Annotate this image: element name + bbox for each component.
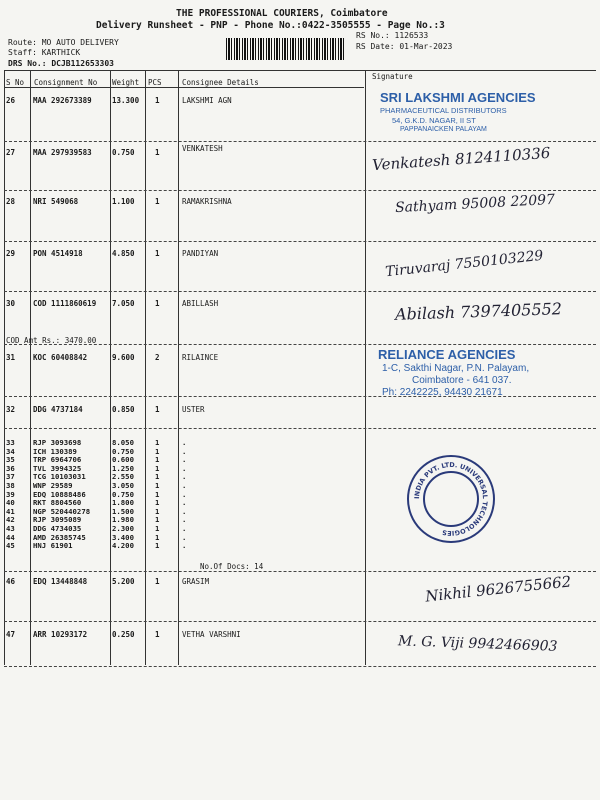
cell-cons: ICH 130389 xyxy=(33,446,77,456)
reliance-stamp-line2: Coimbatore - 641 037. xyxy=(412,375,512,386)
cell-cons: EDQ 10888486 xyxy=(33,489,86,499)
cell-name: . xyxy=(182,481,187,490)
cell-sno: 36 xyxy=(6,463,15,473)
reliance-stamp-name: RELIANCE AGENCIES xyxy=(378,347,516,362)
cell-weight: 2.550 xyxy=(112,472,134,482)
company-seal xyxy=(407,455,495,543)
cell-sno: 35 xyxy=(6,455,15,465)
cell-weight: 2.300 xyxy=(112,524,134,533)
reliance-stamp-line1: 1-C, Sakthi Nagar, P.N. Palayam, xyxy=(382,363,530,374)
cell-sno: 45 xyxy=(6,541,15,551)
col-weight: Weight xyxy=(112,78,140,87)
cell-pcs: 1 xyxy=(155,438,160,447)
signature-47: M. G. Viji 9942466903 xyxy=(397,633,558,655)
runsheet-title: Delivery Runsheet - PNP - Phone No.:0422-3505555 - Page No.:3 xyxy=(96,20,445,31)
cell-cons: TCG 10103031 xyxy=(33,472,86,482)
cell-name: . xyxy=(182,455,187,465)
no-of-docs: No.Of Docs: 14 xyxy=(200,562,264,571)
cell-pcs: 1 xyxy=(155,463,160,473)
cell-weight: 0.750 xyxy=(112,489,134,499)
cell-sno: 34 xyxy=(6,446,15,456)
barcode xyxy=(226,38,346,60)
cell-name: . xyxy=(182,515,187,525)
col-signature: Signature xyxy=(372,72,413,81)
cell-pcs: 1 xyxy=(155,472,160,482)
cell-sno: 42 xyxy=(6,515,15,525)
cell-sno: 39 xyxy=(6,489,15,499)
cell-name: . xyxy=(182,472,187,482)
cell-sno: 38 xyxy=(6,481,15,490)
route-label: Route: MO AUTO DELIVERY xyxy=(8,38,119,47)
header-bottom-rule xyxy=(4,87,364,88)
rs-date: RS Date: 01-Mar-2023 xyxy=(356,42,453,51)
signature-46: Nikhil 9626755662 xyxy=(424,572,573,606)
cell-weight: 0.600 xyxy=(112,455,134,465)
cell-pcs: 1 xyxy=(155,515,160,525)
cell-sno: 37 xyxy=(6,472,15,482)
drs-number: DRS No.: DCJB112653303 xyxy=(8,59,114,68)
signature-30: Abilash 7397405552 xyxy=(394,299,563,324)
col-sno: S No xyxy=(6,78,25,87)
cell-name: . xyxy=(182,463,187,473)
table-top-rule xyxy=(4,70,596,71)
cell-cons: RKT 8804560 xyxy=(33,498,82,508)
cell-cons: WNP 29589 xyxy=(33,481,73,490)
col-pcs: PCS xyxy=(148,78,162,87)
cell-cons: DDG 4734035 xyxy=(33,524,82,533)
cell-weight: 0.750 xyxy=(112,446,134,456)
cell-cons: RJP 3095089 xyxy=(33,515,82,525)
signature-29: Tiruvaraj 7550103229 xyxy=(384,247,545,281)
cell-sno: 41 xyxy=(6,506,15,516)
cell-name: . xyxy=(182,438,187,447)
cell-pcs: 1 xyxy=(155,446,160,456)
cell-pcs: 1 xyxy=(155,481,160,490)
staff-label: Staff: KARTHICK xyxy=(8,48,81,57)
cell-sno: 43 xyxy=(6,524,15,533)
cell-name: . xyxy=(182,541,187,551)
cell-weight: 1.250 xyxy=(112,463,134,473)
cell-name: . xyxy=(182,506,187,516)
lakshmi-stamp-line3: PAPPANAICKEN PALAYAM xyxy=(400,126,487,133)
cell-weight: 3.400 xyxy=(112,532,134,542)
lakshmi-stamp-line1: PHARMACEUTICAL DISTRIBUTORS xyxy=(380,106,507,115)
cell-weight: 3.050 xyxy=(112,481,134,490)
cell-sno: 44 xyxy=(6,532,15,542)
lakshmi-stamp-line2: 54, G.K.D. NAGAR, II ST xyxy=(392,116,476,125)
lakshmi-stamp-name: SRI LAKSHMI AGENCIES xyxy=(380,90,536,105)
reliance-stamp-line3: Ph: 2242225, 94430 21671 xyxy=(382,387,503,398)
col-consignment: Consignment No xyxy=(34,78,98,87)
cell-pcs: 1 xyxy=(155,524,160,533)
signature-28: Sathyam 95008 22097 xyxy=(394,191,556,217)
cell-weight: 8.050 xyxy=(112,438,134,447)
cell-pcs: 1 xyxy=(155,498,160,508)
cell-pcs: 1 xyxy=(155,455,160,465)
cell-pcs: 1 xyxy=(155,506,160,516)
cod-amount: COD Amt Rs.: 3470.00 xyxy=(6,336,97,345)
cell-sno: 33 xyxy=(6,438,15,447)
cell-cons: TRP 6964706 xyxy=(33,455,82,465)
cell-weight: 1.980 xyxy=(112,515,134,525)
cell-weight: 4.200 xyxy=(112,541,134,551)
cell-name: . xyxy=(182,532,187,542)
cell-name: . xyxy=(182,489,187,499)
cell-sno: 40 xyxy=(6,498,15,508)
cell-name: . xyxy=(182,446,187,456)
cell-pcs: 1 xyxy=(155,489,160,499)
cell-cons: HNJ 61901 xyxy=(33,541,73,551)
cell-cons: AMD 26385745 xyxy=(33,532,86,542)
cell-cons: NGP 520440278 xyxy=(33,506,91,516)
rs-number: RS No.: 1126533 xyxy=(356,31,429,40)
cell-name: . xyxy=(182,524,187,533)
cell-cons: RJP 3093698 xyxy=(33,438,82,447)
cell-pcs: 1 xyxy=(155,532,160,542)
cell-name: . xyxy=(182,498,187,508)
cell-pcs: 1 xyxy=(155,541,160,551)
cell-weight: 1.800 xyxy=(112,498,134,508)
signature-27: Venkatesh 8124110336 xyxy=(371,143,551,175)
svg-text:INDIA PVT. LTD. UNIVERSAL TECH: INDIA PVT. LTD. UNIVERSAL TECHNOLOGIES xyxy=(412,460,490,538)
company-name: THE PROFESSIONAL COURIERS, Coimbatore xyxy=(176,8,388,19)
col-consignee: Consignee Details xyxy=(182,78,259,87)
cell-cons: TVL 3994325 xyxy=(33,463,82,473)
cell-weight: 1.500 xyxy=(112,506,134,516)
